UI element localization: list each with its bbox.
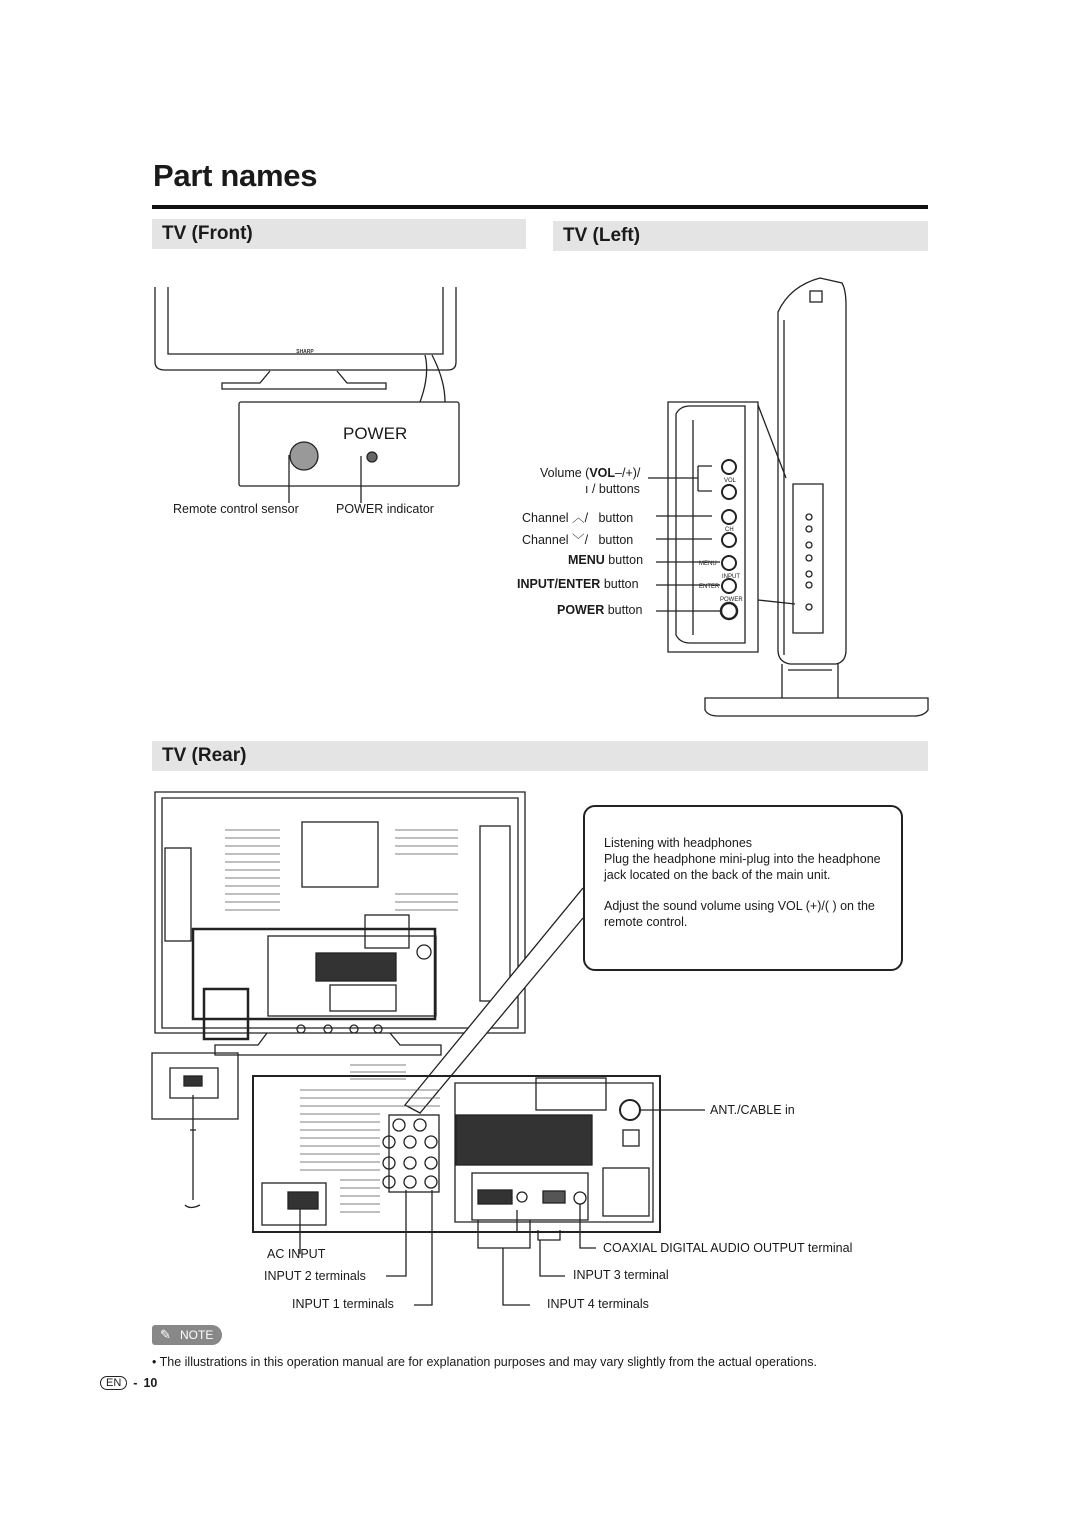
page-number-separator: - — [133, 1376, 138, 1390]
note-text — [152, 1355, 817, 1369]
label-ac-input: AC INPUT — [267, 1247, 326, 1261]
label-menu-button: MENU button — [568, 553, 644, 567]
label-input4: INPUT 4 terminals — [547, 1297, 649, 1311]
label-input2: INPUT 2 terminals — [264, 1269, 366, 1283]
callout-text-2: Adjust the sound volume using VOL (+)/( ) on the remote control. — [604, 899, 875, 929]
note-badge-label: NOTE — [180, 1328, 214, 1342]
section-heading-front: TV (Front) — [152, 219, 526, 249]
page-title: Part names — [153, 158, 318, 193]
note-body: The illustrations in this operation manual are for explanation purposes and may vary slightly from the actual operations. — [159, 1355, 817, 1369]
page-number — [100, 1376, 157, 1390]
zoom-label-power: POWER — [720, 597, 743, 603]
front-brand-logo: SHARP — [296, 349, 314, 355]
power-panel-label: POWER — [343, 424, 408, 443]
label-remote-sensor: Remote control sensor — [173, 502, 299, 516]
label-coaxial-output: COAXIAL DIGITAL AUDIO OUTPUT terminal — [603, 1241, 853, 1255]
chevron-up-icon: ︿ — [572, 511, 585, 525]
zoom-label-menu: MENU — [699, 561, 717, 567]
label-power-button: POWER button — [557, 603, 643, 617]
zoom-label-ch: CH — [725, 527, 734, 533]
label-channel-up: Channel ︿/ button — [522, 511, 634, 525]
zoom-label-enter: ENTER — [699, 584, 720, 590]
callout-text-1: Plug the headphone mini-plug into the headphone jack located on the back of the main unit. — [604, 852, 881, 882]
chevron-down-icon: ﹀ — [572, 533, 585, 547]
label-ant-cable: ANT./CABLE in — [710, 1103, 795, 1117]
label-input3: INPUT 3 terminal — [573, 1268, 669, 1282]
section-heading-left: TV (Left) — [553, 221, 928, 251]
page-number-value: 10 — [143, 1376, 158, 1390]
note-badge — [152, 1325, 222, 1345]
note-bullet: • — [152, 1355, 157, 1369]
language-badge: EN — [100, 1376, 127, 1390]
label-power-indicator: POWER indicator — [336, 502, 434, 516]
section-heading-rear: TV (Rear) — [152, 741, 928, 771]
headphones-callout — [583, 805, 903, 971]
zoom-label-vol: VOL — [724, 478, 737, 484]
label-input1: INPUT 1 terminals — [292, 1297, 394, 1311]
zoom-label-input: INPUT — [722, 574, 740, 580]
label-input-enter-button: INPUT/ENTER button — [517, 577, 639, 591]
label-volume-line2: ı / buttons — [585, 482, 640, 496]
label-channel-down: Channel ﹀/ button — [522, 533, 634, 547]
label-volume-line1: Volume (VOL–/+)/ — [540, 466, 641, 480]
callout-heading: Listening with headphones — [604, 836, 753, 850]
pencil-icon: ✎ — [160, 1327, 171, 1342]
